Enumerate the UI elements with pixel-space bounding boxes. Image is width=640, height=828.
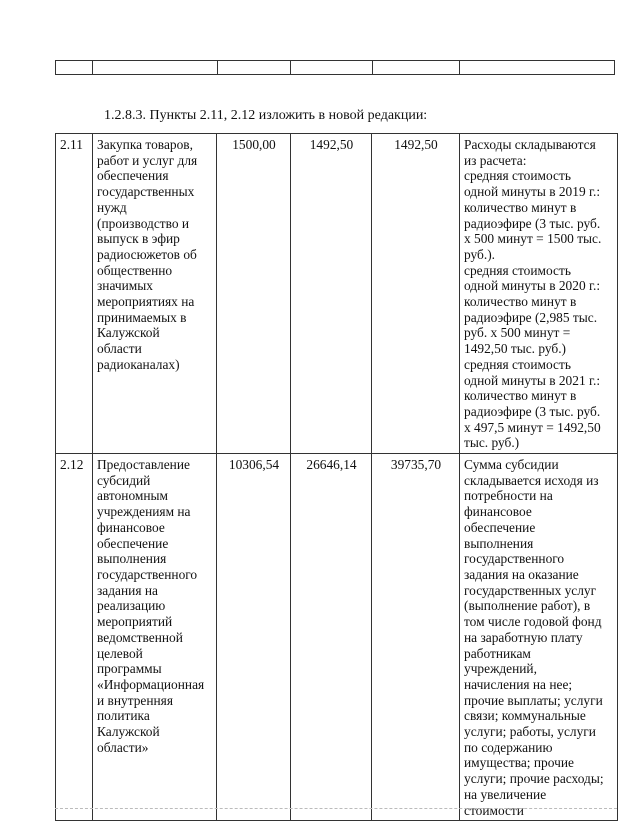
justification-line: руб.). [464, 246, 496, 262]
table-row [56, 454, 618, 821]
item-name-line: выполнения [97, 551, 167, 567]
justification-line: из расчета: [464, 152, 527, 168]
amount-2021: 39735,70 [372, 454, 460, 821]
item-name-line: обеспечение [97, 535, 169, 551]
column-divider [217, 61, 218, 74]
item-name-line: и внутренняя [97, 692, 174, 708]
justification-line: складывается исходя из [464, 472, 599, 488]
justification-line: работникам [464, 645, 531, 661]
amount-2020: 26646,14 [291, 454, 372, 821]
column-divider [459, 61, 460, 74]
justification-line: стоимости [464, 802, 524, 818]
item-name-line: работ и услуг для [97, 152, 198, 168]
justification-line: х 497,5 минут = 1492,50 [464, 419, 601, 435]
item-name [93, 454, 217, 821]
column-divider [290, 61, 291, 74]
justification-line: одной минуты в 2019 г.: [464, 184, 601, 200]
justification-line: средняя стоимость [464, 168, 571, 184]
item-name-line: «Информационная [97, 676, 205, 692]
justification-line: учреждений, [464, 661, 537, 677]
justification-line: (выполнение работ), в [464, 598, 591, 614]
item-name-line: Калужской [97, 325, 160, 341]
justification-line: том числе годовой фонд [464, 614, 602, 630]
justification-line: на увеличение [464, 786, 547, 802]
table-row [56, 134, 618, 454]
item-name-line: реализацию [97, 598, 166, 614]
justification-line: радиоэфире (3 тыс. руб. [464, 403, 601, 419]
item-number: 2.11 [56, 134, 93, 454]
justification-line: радиоэфире (2,985 тыс. [464, 309, 598, 325]
justification-line: начисления на нее; [464, 676, 573, 692]
justification-line: по содержанию [464, 739, 553, 755]
item-number: 2.12 [56, 454, 93, 821]
item-name-line: области [97, 341, 142, 357]
justification-line: финансовое [464, 504, 532, 520]
item-name-line: обеспечения [97, 168, 169, 184]
item-name-line: принимаемых в [97, 309, 187, 325]
item-name-line: значимых [97, 278, 153, 294]
item-name-line: субсидий [97, 472, 151, 488]
justification-line: услуги; прочие расходы; [464, 771, 604, 787]
item-name-line: мероприятий [97, 614, 173, 630]
justification-line: количество минут в [464, 294, 577, 310]
amendment-intro-text: 1.2.8.3. Пункты 2.11, 2.12 изложить в новой редакции: [104, 108, 428, 123]
justification-line: средняя стоимость [464, 262, 571, 278]
item-name-line: Предоставление [97, 457, 190, 473]
item-name-line: ведомственной [97, 629, 183, 645]
item-name-line: целевой [97, 645, 143, 661]
justification-line: одной минуты в 2020 г.: [464, 278, 601, 294]
justification-line: государственного [464, 551, 565, 567]
justification-line: задания на оказание [464, 566, 579, 582]
item-name-line: области» [97, 739, 149, 755]
item-name-line: радиосюжетов об [97, 246, 197, 262]
justification-line: связи; коммунальные [464, 708, 586, 724]
justification-line: обеспечение [464, 519, 536, 535]
justification-line: радиоэфире (3 тыс. руб. [464, 215, 601, 231]
justification-line: государственных услуг [464, 582, 597, 598]
budget-items-table [55, 133, 618, 821]
justification-line: имущества; прочие [464, 755, 574, 771]
justification-line: количество минут в [464, 199, 577, 215]
item-justification [460, 454, 618, 821]
justification-line: на заработную плату [464, 629, 583, 645]
justification-line: потребности на [464, 488, 553, 504]
item-name-line: радиоканалах) [97, 356, 180, 372]
item-name-line: нужд [97, 199, 127, 215]
justification-line: Расходы складываются [464, 137, 596, 152]
item-name-line: политика [97, 708, 150, 724]
justification-line: количество минут в [464, 388, 577, 404]
item-name-line: Калужской [97, 724, 160, 740]
item-justification [460, 134, 618, 454]
item-name-line: мероприятиях на [97, 294, 195, 310]
justification-line: руб. х 500 минут = [464, 325, 571, 341]
amount-2020: 1492,50 [291, 134, 372, 454]
justification-line: 1492,50 тыс. руб.) [464, 341, 567, 357]
previous-table-fragment [55, 60, 615, 75]
justification-line: средняя стоимость [464, 356, 571, 372]
justification-line: выполнения [464, 535, 534, 551]
item-name-line: (производство и [97, 215, 190, 231]
item-name-line: автономным [97, 488, 169, 504]
item-name-line: выпуск в эфир [97, 231, 180, 247]
amount-2021: 1492,50 [372, 134, 460, 454]
amount-2019: 10306,54 [217, 454, 291, 821]
item-name [93, 134, 217, 454]
item-name-line: государственных [97, 184, 195, 200]
item-name-line: государственного [97, 566, 198, 582]
justification-line: услуги; работы, услуги [464, 724, 596, 740]
amount-2019: 1500,00 [217, 134, 291, 454]
item-name-line: общественно [97, 262, 173, 278]
justification-line: одной минуты в 2021 г.: [464, 372, 601, 388]
item-name-line: финансовое [97, 519, 165, 535]
item-name-line: программы [97, 661, 162, 677]
column-divider [372, 61, 373, 74]
item-name-line: учреждениям на [97, 504, 191, 520]
justification-line: тыс. руб.) [464, 435, 520, 451]
justification-line: прочие выплаты; услуги [464, 692, 603, 708]
column-divider [92, 61, 93, 74]
justification-line: Сумма субсидии [464, 457, 559, 473]
item-name-line: Закупка товаров, [97, 137, 193, 152]
page-cut-line [55, 808, 617, 809]
justification-line: х 500 минут = 1500 тыс. [464, 231, 602, 247]
item-name-line: задания на [97, 582, 158, 598]
